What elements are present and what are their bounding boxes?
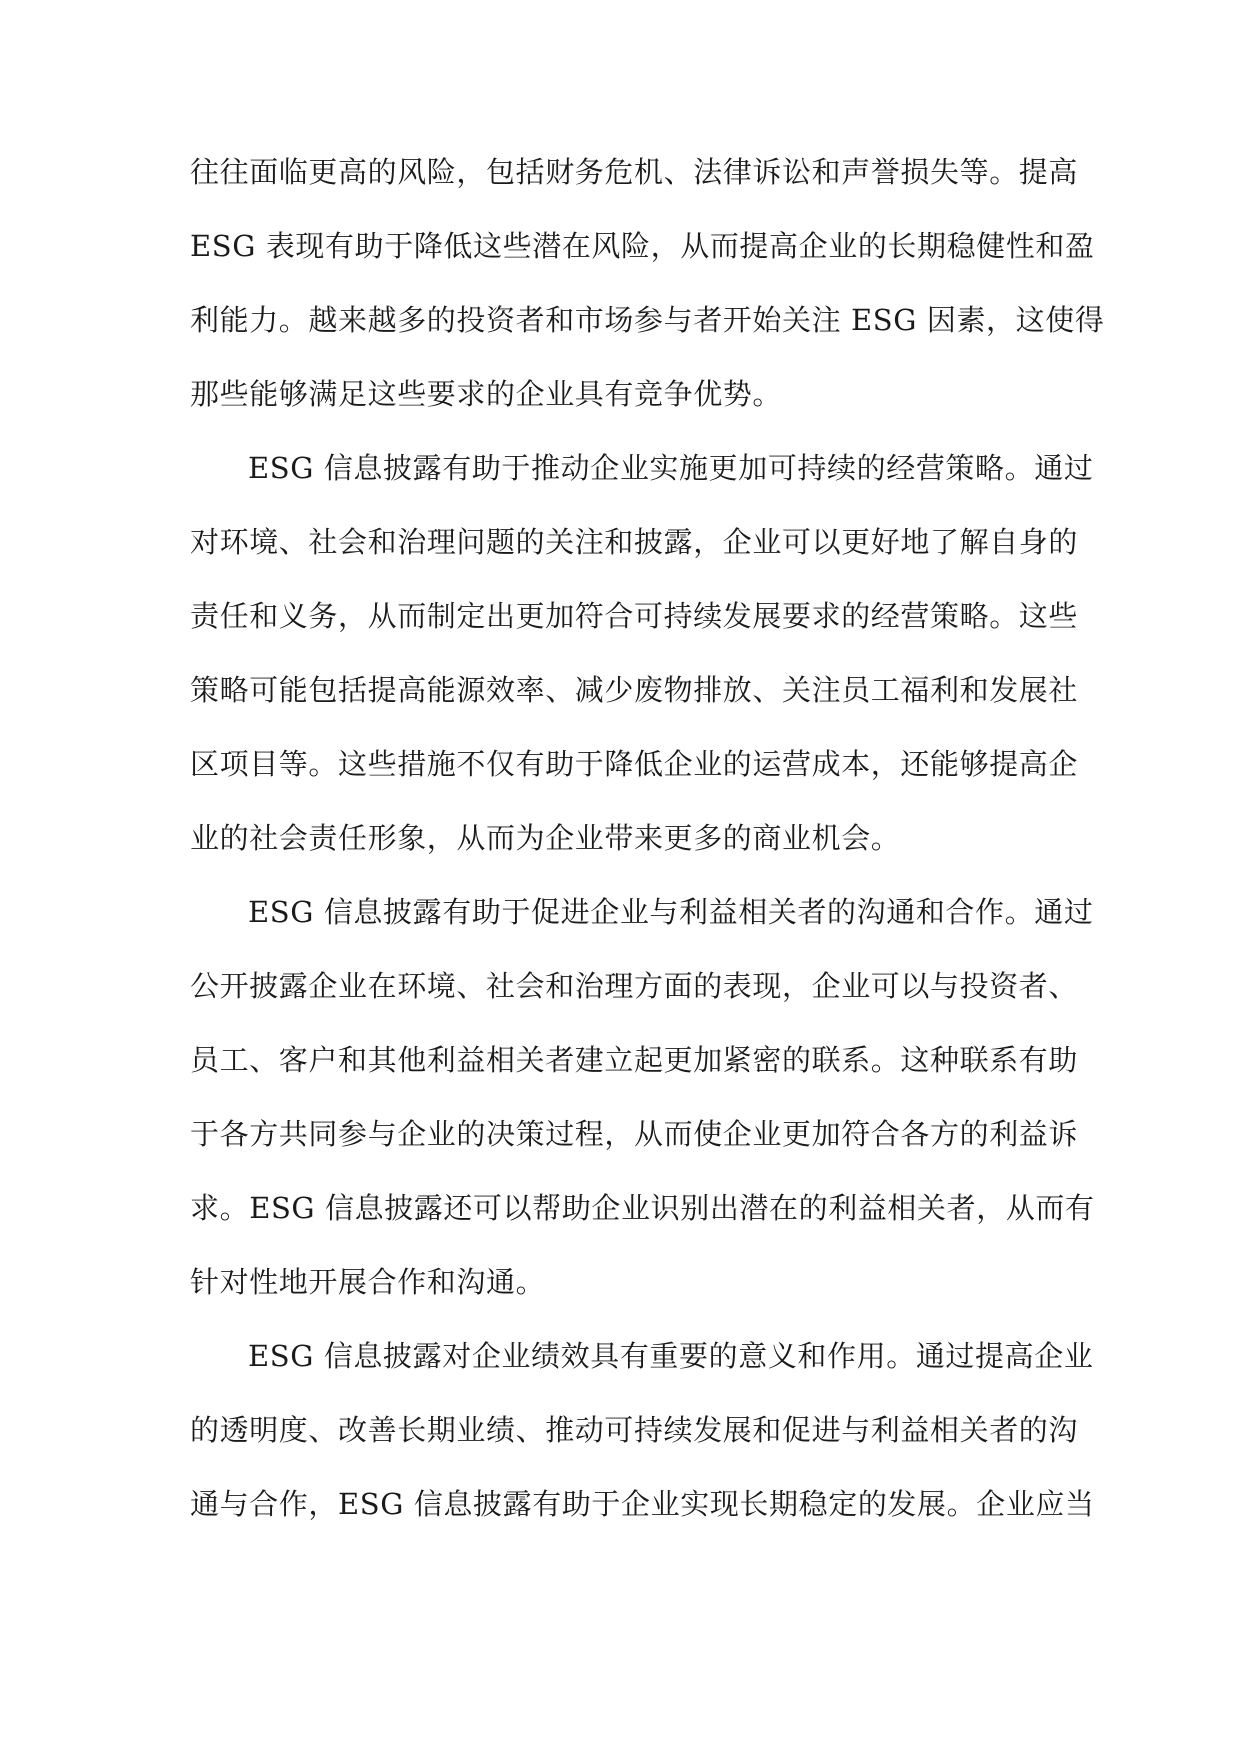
paragraph-3-line-1: ESG 信息披露有助于促进企业与利益相关者的沟通和合作。通过	[248, 895, 1094, 929]
paragraph-2-line-1: ESG 信息披露有助于推动企业实施更加可持续的经营策略。通过	[248, 451, 1094, 485]
paragraph-2-line-6: 业的社会责任形象，从而为企业带来更多的商业机会。	[190, 821, 901, 855]
paragraph-1-line-1: 往往面临更高的风险，包括财务危机、法律诉讼和声誉损失等。提高	[190, 155, 1079, 189]
paragraph-2-line-5: 区项目等。这些措施不仅有助于降低企业的运营成本，还能够提高企	[190, 747, 1079, 781]
paragraph-1-line-3: 利能力。越来越多的投资者和市场参与者开始关注 ESG 因素，这使得	[190, 303, 1105, 337]
paragraph-3-line-3: 员工、客户和其他利益相关者建立起更加紧密的联系。这种联系有助	[190, 1043, 1079, 1077]
paragraph-3-line-2: 公开披露企业在环境、社会和治理方面的表现，企业可以与投资者、	[190, 969, 1079, 1003]
paragraph-2-line-3: 责任和义务，从而制定出更加符合可持续发展要求的经营策略。这些	[190, 599, 1079, 633]
paragraph-4-line-2: 的透明度、改善长期业绩、推动可持续发展和促进与利益相关者的沟	[190, 1413, 1079, 1447]
paragraph-3-line-4: 于各方共同参与企业的决策过程，从而使企业更加符合各方的利益诉	[190, 1117, 1079, 1151]
paragraph-3-line-5: 求。ESG 信息披露还可以帮助企业识别出潜在的利益相关者，从而有	[190, 1191, 1095, 1225]
paragraph-4-line-1: ESG 信息披露对企业绩效具有重要的意义和作用。通过提高企业	[248, 1339, 1094, 1373]
paragraph-3-line-6: 针对性地开展合作和沟通。	[190, 1265, 546, 1299]
paragraph-2-line-4: 策略可能包括提高能源效率、减少废物排放、关注员工福利和发展社	[190, 673, 1079, 707]
paragraph-2-line-2: 对环境、社会和治理问题的关注和披露，企业可以更好地了解自身的	[190, 525, 1079, 559]
paragraph-1-line-4: 那些能够满足这些要求的企业具有竞争优势。	[190, 377, 783, 411]
paragraph-4-line-3: 通与合作，ESG 信息披露有助于企业实现长期稳定的发展。企业应当	[190, 1487, 1095, 1521]
paragraph-1-line-2: ESG 表现有助于降低这些潜在风险，从而提高企业的长期稳健性和盈	[190, 229, 1095, 263]
